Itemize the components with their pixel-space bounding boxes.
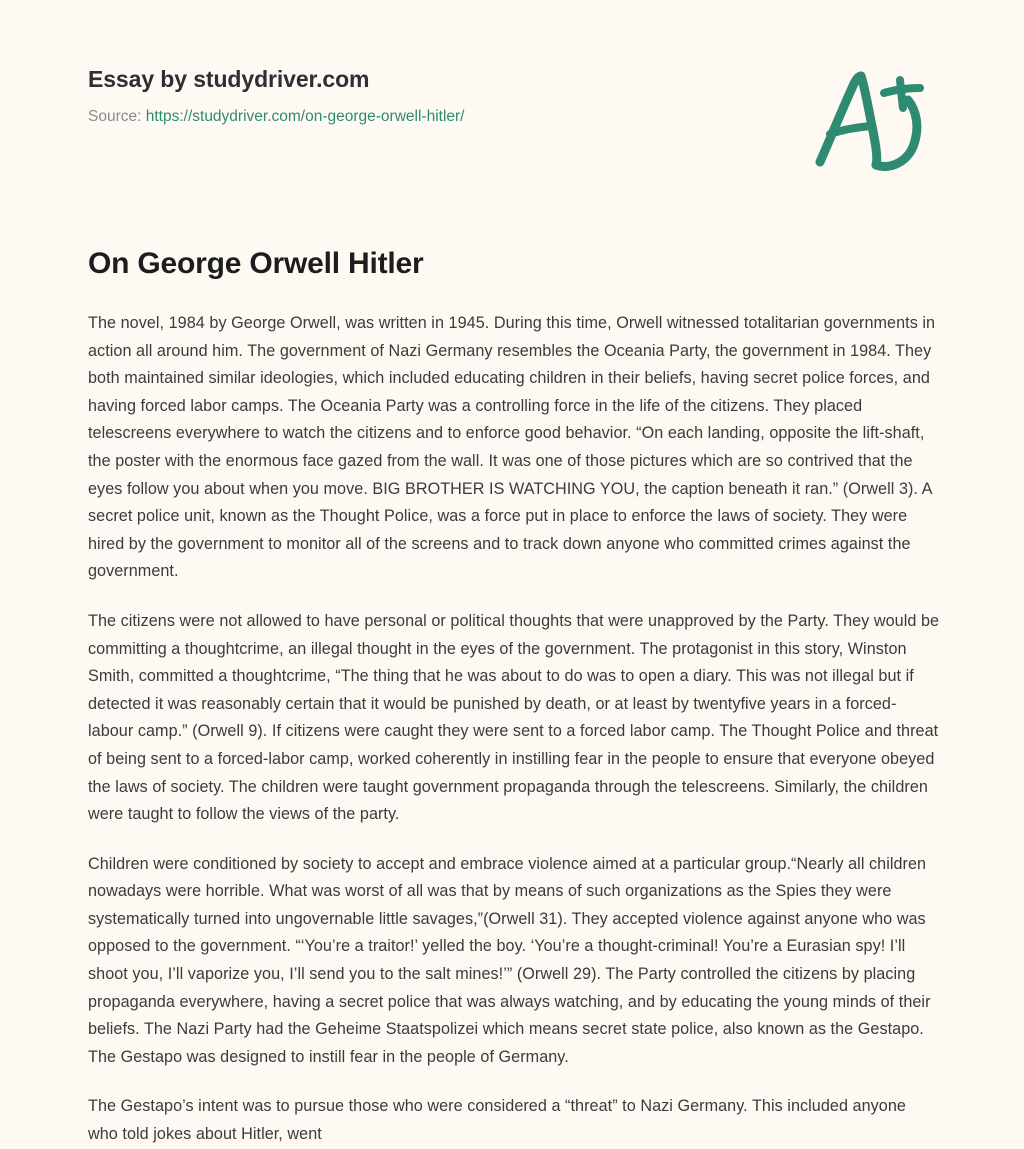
- a-plus-logo: [808, 66, 936, 172]
- paragraph: The citizens were not allowed to have personal or political thoughts that were unapproved by the Party. They would be committing a thoughtcrime, an illegal thought in the eyes of the government. The protagonist in this story, Winston Smith, committed a thoughtcrime, “The thing that he was about to do was to open a diary. This was not illegal but if detected it was reasonably certain that it would be punished by death, or at least by twentyfive years in a forced-labour camp.” (Orwell 9). If citizens were caught they were sent to a forced labor camp. The Thought Police and threat of being sent to a forced-labor camp, worked coherently in instilling fear in the people to ensure that everyone obeyed the laws of society. The children were taught government propaganda through the telescreens. Similarly, the children were taught to follow the views of the party.: [88, 611, 940, 824]
- a-plus-logo-icon: [808, 66, 936, 172]
- paragraph: Children were conditioned by society to accept and embrace violence aimed at a particular group.“Nearly all children nowadays were horrible. What was worst of all was that by means of such organizations as the Spies they were systematically turned into ungovernable little savages,”(Orwell 31). They accepted violence against anyone who was opposed to the government. “‘You’re a traitor!’ yelled the boy. ‘You’re a thought-criminal! You’re a Eurasian spy! I’ll shoot you, I’ll vaporize you, I’ll send you to the salt mines!’” (Orwell 29). The Party controlled the citizens by placing propaganda everywhere, having a secret police that was always watching, and by educating the young minds of their beliefs. The Nazi Party had the Geheime Staatspolizei which means secret state police, also known as the Gestapo. The Gestapo was designed to instill fear in the people of Germany.: [88, 854, 931, 1066]
- paragraph: The novel, 1984 by George Orwell, was written in 1945. During this time, Orwell witnessed totalitarian governments in action all around him. The government of Nazi Germany resembles the Oceania Party, the government in 1984. They both maintained similar ideologies, which included educating children in their beliefs, having secret police forces, and having forced labor camps. The Oceania Party was a controlling force in the life of the citizens. They placed telescreens everywhere to watch the citizens and to enforce good behavior. “On each landing, opposite the lift-shaft, the poster with the enormous face gazed from the wall. It was one of those pictures which are so contrived that the eyes follow you about when you move. BIG BROTHER IS WATCHING YOU, the caption beneath it ran.” (Orwell 3). A secret police unit, known as the Thought Police, was a force put in place to enforce the laws of society. They were hired by the government to monitor all of the screens and to track down anyone who committed crimes against the government.: [88, 314, 936, 581]
- source-label: Source:: [88, 108, 142, 125]
- essay-body: [88, 310, 940, 1149]
- byline: Essay by studydriver.com: [88, 66, 370, 92]
- page-title: On George Orwell Hitler: [88, 247, 424, 280]
- source-url-link[interactable]: https://studydriver.com/on-george-orwell-hitler/: [145, 108, 465, 125]
- paragraph: The Gestapo’s intent was to pursue those who were considered a “threat” to Nazi Germany. This included anyone who told jokes about Hitler, went: [88, 1097, 906, 1144]
